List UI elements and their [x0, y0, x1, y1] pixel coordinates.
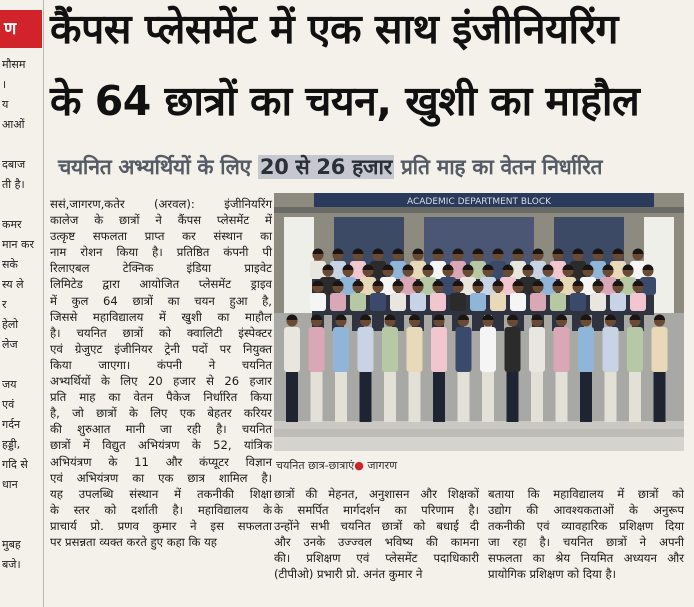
student-figure — [333, 315, 349, 423]
student-figure — [456, 315, 472, 423]
subhead-before: चयनित अभ्यर्थियों के लिए — [58, 155, 258, 179]
article-column-2 — [274, 486, 479, 583]
article-line: रिलाएबल टेक्निक इंडिया प्राइवेट — [50, 261, 272, 276]
article-line: अभियंत्रण के 11 और कंप्यूटर विज्ञान — [50, 454, 272, 469]
adjacent-column-line: हड्डी, — [2, 438, 21, 451]
salary-highlight: 20 से 26 हजार — [259, 155, 392, 179]
article-line: के समर्पित मार्गदर्शन का परिणाम है। — [274, 503, 479, 518]
article-line: ससं,जागरण,कतेर (अरवल): इंजीनियरिंग — [50, 197, 272, 211]
headline-line-2: के 64 छात्रों का चयन, खुशी का माहौल — [50, 77, 640, 125]
article-line: छात्रों में विद्युत अभियंत्रण के 52, यांत्रिक — [50, 438, 272, 453]
article-line: एवं ग्रेजुएट इंजीनियर ट्रेनी पदों पर नियुक्त — [50, 341, 272, 356]
article-line: जा रहा है। चयनित छात्रों ने अपनी — [488, 535, 684, 550]
article-line: (टीपीओ) प्रभारी प्रो. अनंत कुमार ने — [274, 567, 423, 582]
caption-source: जागरण — [367, 459, 398, 472]
adjacent-column-line: बजे। — [2, 558, 21, 571]
section-label: ण — [0, 10, 42, 48]
adjacent-column-line: कमर — [2, 218, 22, 231]
article-line: यह उपलब्धि संस्थान में तकनीकी शिक्षा — [50, 486, 272, 501]
article-line: है। चयनित छात्रों को क्वालिटी इंस्पेक्टर — [50, 325, 272, 340]
article-line: कालेज के छात्रों ने कैंपस प्लेसमेंट में — [50, 213, 272, 228]
article-line: किया जाएगा। कंपनी ने चयनित — [50, 357, 272, 372]
group-photo-illustration — [274, 193, 684, 451]
student-figure — [309, 315, 325, 423]
adjacent-column-line: र — [2, 298, 7, 311]
adjacent-column-line: य — [2, 98, 9, 111]
headline — [50, 4, 690, 126]
student-figure — [284, 315, 300, 423]
subhead-after: प्रति माह का वेतन निर्धारित — [393, 155, 603, 179]
article-line: उद्योग की आवश्यकताओं के अनुरूप — [488, 503, 684, 518]
caption-dot: ● — [354, 459, 364, 472]
adjacent-column-line: मुबह — [2, 538, 21, 551]
adjacent-column-line: धान — [2, 478, 18, 491]
student-figure — [382, 315, 398, 423]
adjacent-column-line: गदि से — [2, 458, 28, 471]
adjacent-column-line: ती है। — [2, 178, 25, 191]
article-line: उत्कृष्ट सफलता प्राप्त कर संस्थान का — [50, 229, 272, 244]
student-figure — [431, 315, 447, 423]
student-figure — [554, 315, 570, 423]
student-figure — [480, 315, 496, 423]
student-figure — [358, 315, 374, 423]
student-figure — [627, 315, 643, 423]
article-line: नाम रोशन किया है। प्रतिष्ठित कंपनी पी — [50, 245, 272, 260]
group-photo — [274, 193, 684, 451]
article-line: अभ्यर्थियों के लिए 20 हजार से 26 हजार — [50, 374, 272, 389]
article-line: प्रति माह का वेतन पैकेज निर्धारित किया — [50, 390, 272, 405]
adjacent-column-line: हेलो — [2, 318, 19, 331]
column-divider — [43, 0, 44, 607]
article-line: जिससे महाविद्यालय में खुशी का माहौल — [50, 309, 272, 324]
article-line: की शुरुआत मानी जा रही है। चयनित — [50, 422, 272, 437]
adjacent-column-line: लेज — [2, 338, 18, 351]
caption-text: चयनित छात्र-छात्राएं — [276, 459, 355, 472]
student-figure — [578, 315, 594, 423]
article-line: प्राचार्य प्रो. प्रणव कुमार ने इस सफलता — [50, 518, 272, 533]
article-line: लिमिटेड द्वारा आयोजित प्लेसमेंट ड्राइव — [50, 277, 272, 292]
adjacent-column-line: मान कर — [2, 238, 34, 251]
article-line: की। प्रशिक्षण एवं प्लेसमेंट पदाधिकारी — [274, 551, 479, 566]
photo-caption — [276, 458, 686, 473]
article-line: उन्होंने सभी चयनित छात्रों को बधाई दी — [274, 519, 479, 534]
student-figure — [652, 315, 668, 423]
student-figure — [407, 315, 423, 423]
article-line: में कुल 64 छात्रों का चयन हुआ है, — [50, 293, 272, 308]
article-line: एवं अभियंत्रण का एक छात्र शामिल है। — [50, 470, 272, 485]
student-figure — [529, 315, 545, 423]
adjacent-column-line: एवं — [2, 398, 15, 411]
student-figure — [505, 315, 521, 423]
article-line: बताया कि महाविद्यालय में छात्रों को — [488, 487, 684, 501]
adjacent-column-line: गर्दन — [2, 418, 21, 431]
adjacent-column — [0, 0, 44, 607]
building-sign: ACADEMIC DEPARTMENT BLOCK — [406, 197, 552, 207]
subheadline — [58, 153, 688, 181]
article-line: छात्रों की मेहनत, अनुशासन और शिक्षकों — [274, 487, 479, 501]
article-line: तकनीकी एवं व्यावहारिक प्रशिक्षण दिया — [488, 519, 684, 534]
adjacent-column-line: सके — [2, 258, 18, 271]
article-line: के स्तर को दर्शाती है। महाविद्यालय के — [50, 502, 272, 517]
adjacent-column-line: जय — [2, 378, 17, 391]
adjacent-column-line: आओं — [2, 118, 25, 131]
adjacent-column-line: । — [2, 78, 7, 91]
adjacent-column-line: दबाज — [2, 158, 26, 171]
student-figure — [603, 315, 619, 423]
article-line: और उनके उज्ज्वल भविष्य की कामना — [274, 535, 479, 550]
article-column-1 — [50, 196, 272, 550]
adjacent-column-line: स्य ले — [2, 278, 24, 291]
article-line: प्रायोगिक प्रशिक्षण को दिया है। — [488, 567, 617, 582]
article-line: पर प्रसन्नता व्यक्त करते हुए कहा कि यह — [50, 534, 217, 549]
article-line: सफलता का श्रेय नियमित अध्ययन और — [488, 551, 684, 566]
headline-line-1: कैंपस प्लेसमेंट में एक साथ इंजीनियरिंग — [50, 5, 618, 53]
article-line: है, जो छात्रों के लिए एक बेहतर करियर — [50, 406, 272, 421]
adjacent-column-line: मौसम — [2, 58, 26, 71]
article-column-3 — [488, 486, 684, 583]
